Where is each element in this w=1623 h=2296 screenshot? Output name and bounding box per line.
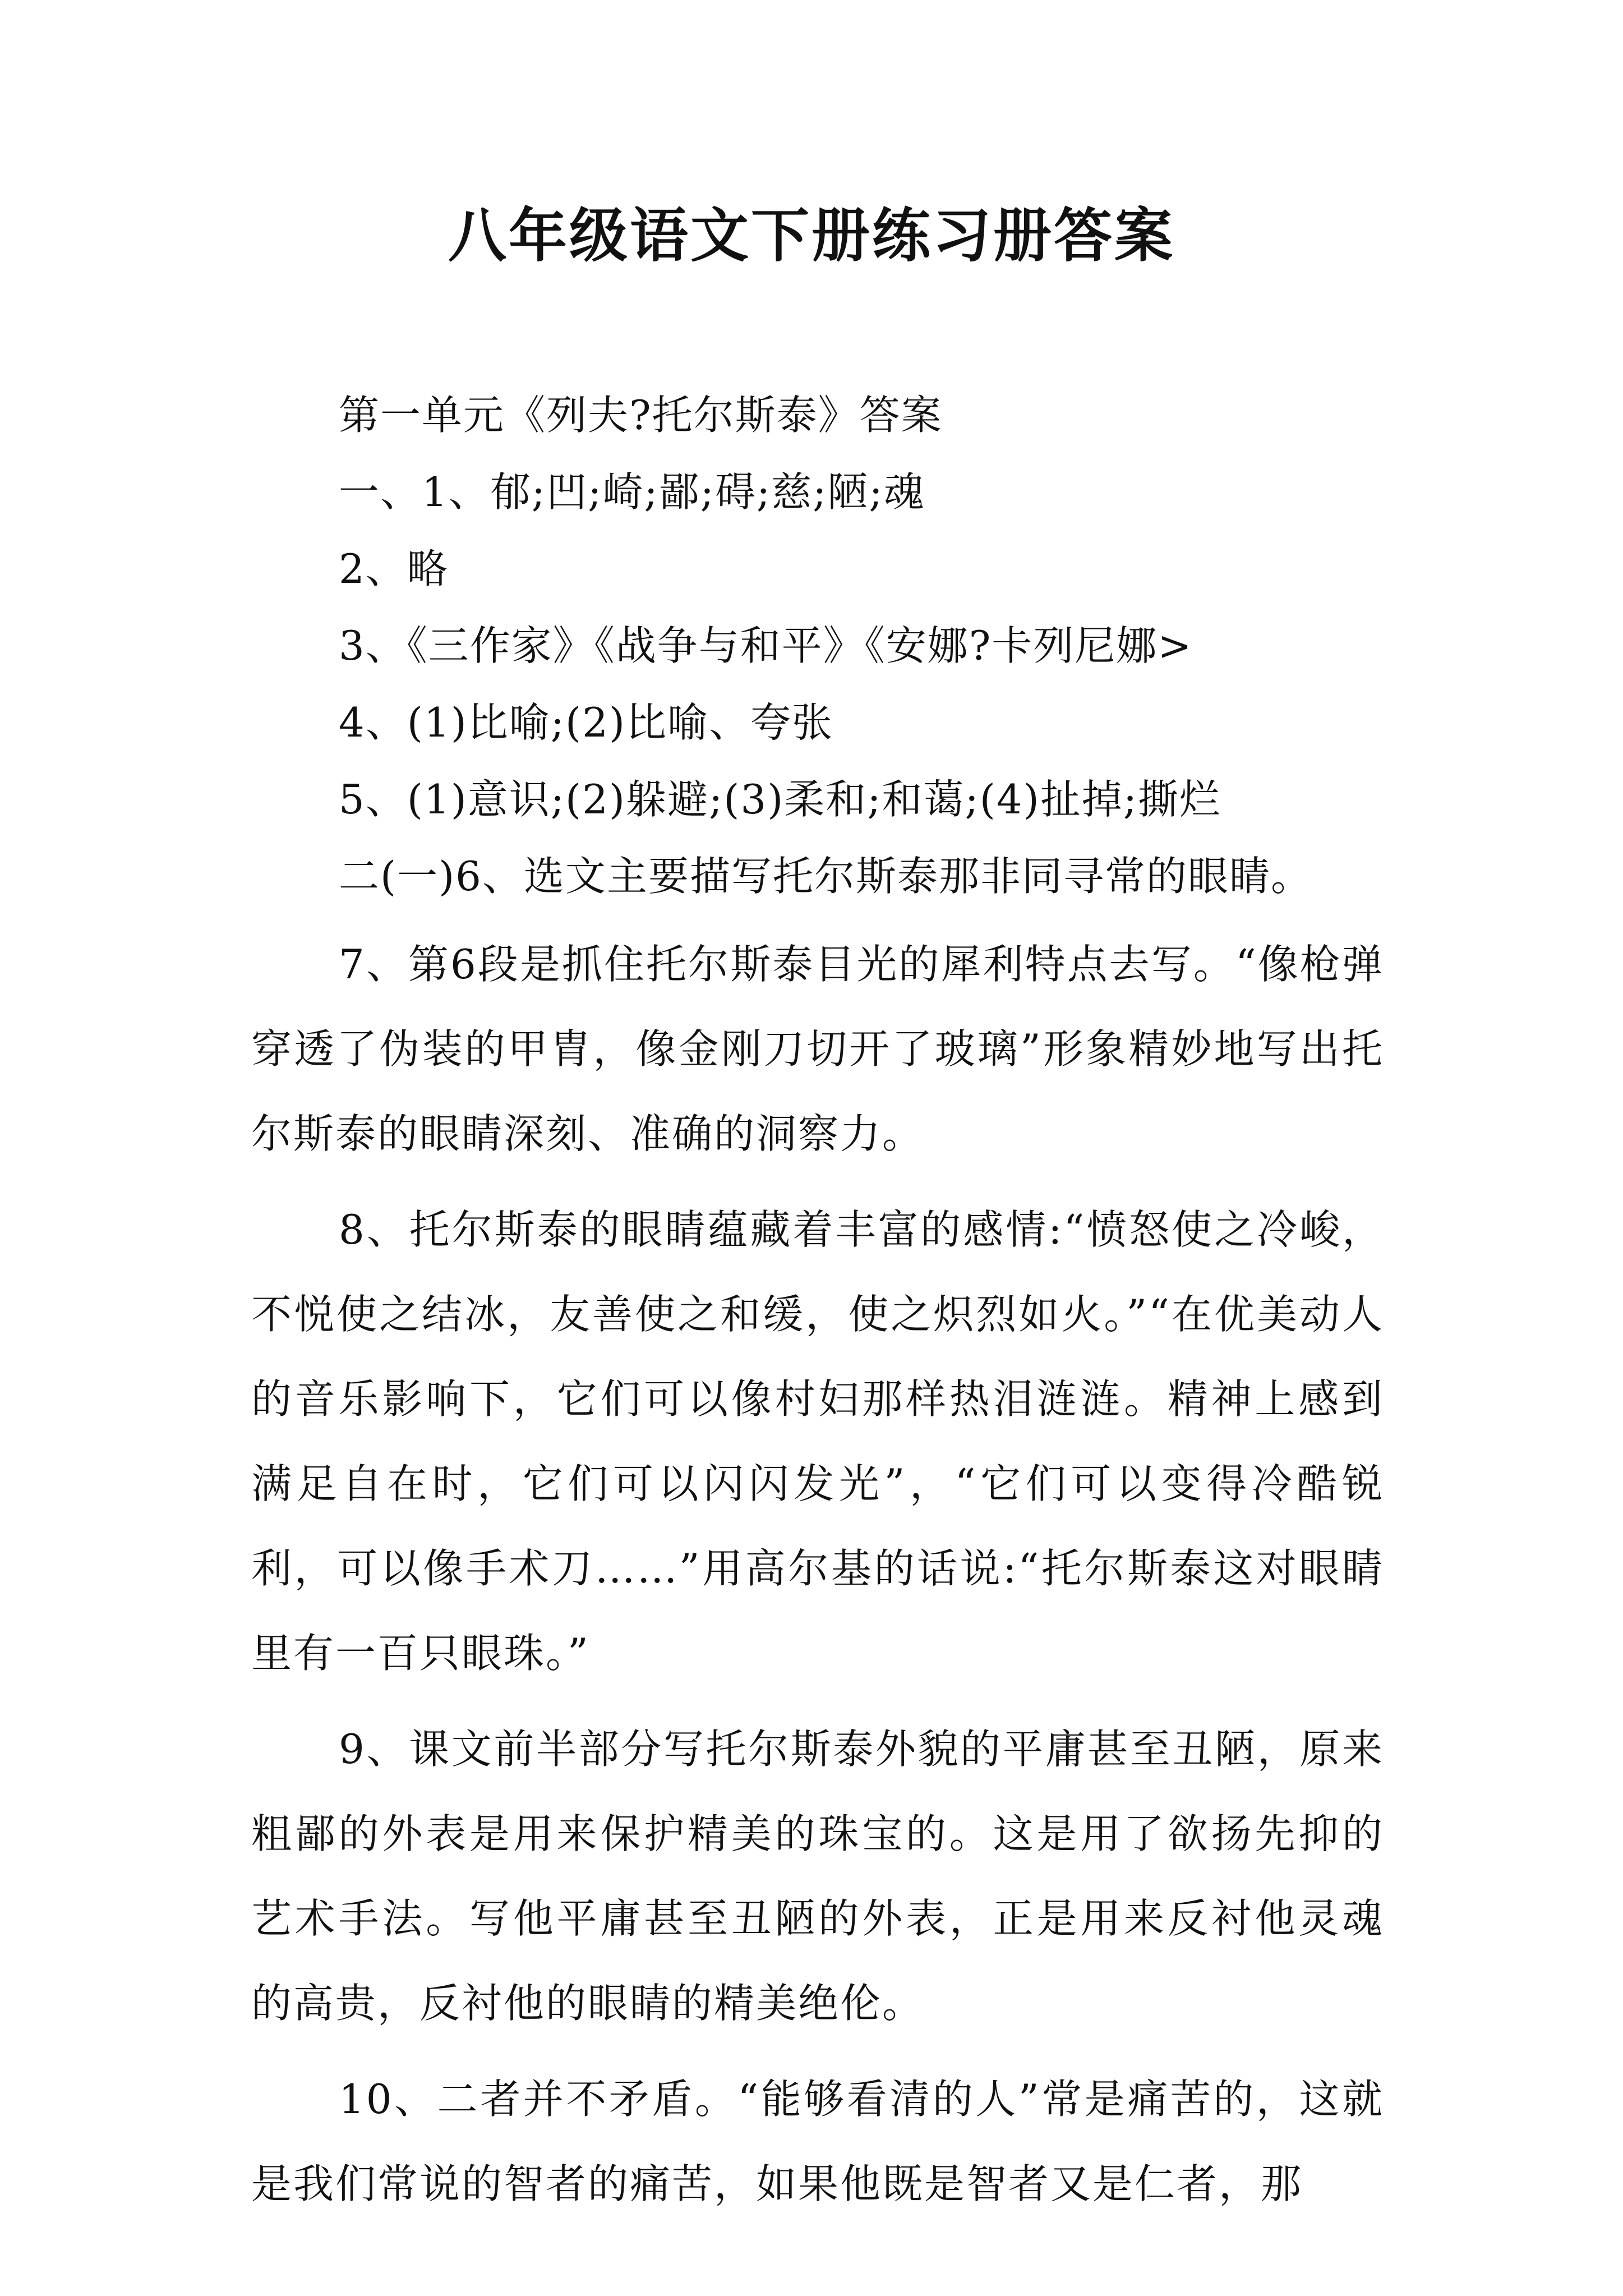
answer-line: 5、(1)意识;(2)躲避;(3)柔和;和蔼;(4)扯掉;撕烂 <box>339 776 1221 823</box>
answer-line: 二(一)6、选文主要描写托尔斯泰那非同寻常的眼睛。 <box>339 853 1312 900</box>
document-title: 八年级语文下册练习册答案 <box>448 201 1175 270</box>
answer-paragraph: 7、第6段是抓住托尔斯泰目光的犀利特点去写。“像枪弹穿透了伪装的甲胄，像金刚刀切开了玻璃”形象精妙地写出托尔斯泰的眼睛深刻、准确的洞察力。 <box>251 941 1384 1157</box>
answer-paragraph: 8、托尔斯泰的眼睛蕴藏着丰富的感情:“愤怒使之冷峻，不悦使之结冰，友善使之和缓，使之炽烈如火。”“在优美动人的音乐影响下，它们可以像村妇那样热泪涟涟。精神上感到满足自在时，它们可以闪闪发光”，“它们可以变得冷酷锐利，可以像手术刀……”用高尔基的话说:“托尔斯泰这对眼睛里有一百只眼珠。” <box>251 1206 1384 1677</box>
answer-line: 2、略 <box>339 545 449 592</box>
document-body <box>251 384 1384 2226</box>
answer-line: 一、1、郁;凹;崎;鄙;碍;慈;陋;魂 <box>339 468 925 516</box>
answer-line: 3、《三作家》《战争与和平》《安娜?卡列尼娜> <box>339 622 1193 669</box>
answer-paragraph: 9、课文前半部分写托尔斯泰外貌的平庸甚至丑陋，原来粗鄙的外表是用来保护精美的珠宝的。这是用了欲扬先抑的艺术手法。写他平庸甚至丑陋的外表，正是用来反衬他灵魂的高贵，反衬他的眼睛的精美绝伦。 <box>251 1726 1384 2027</box>
answer-paragraph: 10、二者并不矛盾。“能够看清的人”常是痛苦的，这就是我们常说的智者的痛苦，如果他既是智者又是仁者，那 <box>251 2076 1384 2207</box>
unit-heading: 第一单元《列夫?托尔斯泰》答案 <box>339 392 943 439</box>
answer-line: 4、(1)比喻;(2)比喻、夸张 <box>339 699 834 746</box>
